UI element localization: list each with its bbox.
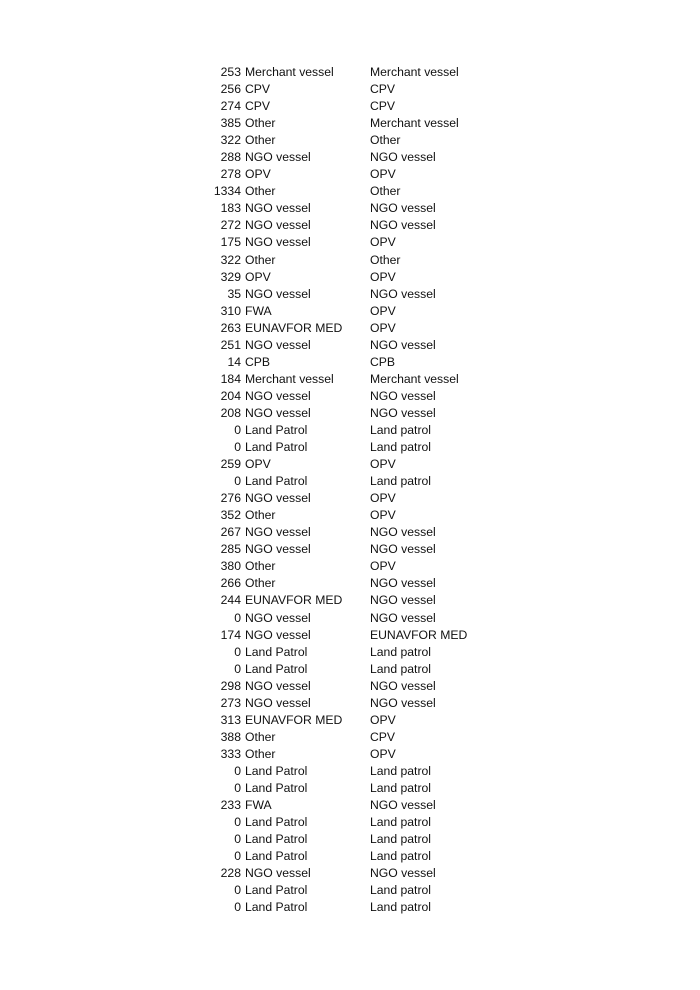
vessel-type-cell: EUNAVFOR MED [245, 320, 343, 335]
vessel-type-cell: NGO vessel [245, 695, 311, 710]
vessel-category-cell: Land patrol [370, 780, 431, 795]
row-number-cell: 288 [220, 150, 241, 165]
vessel-type-cell: NGO vessel [245, 525, 311, 540]
table-row [200, 456, 500, 473]
vessel-category-cell: Land patrol [370, 883, 431, 898]
vessel-type-cell: FWA [245, 798, 272, 813]
table-row [200, 865, 500, 882]
vessel-type-cell: Land Patrol [245, 900, 308, 915]
row-number-cell: 273 [220, 695, 241, 710]
vessel-category-cell: OPV [370, 303, 396, 318]
vessel-category-cell: OPV [370, 320, 396, 335]
vessel-category-cell: NGO vessel [370, 405, 436, 420]
vessel-category-cell: NGO vessel [370, 388, 436, 403]
vessel-type-cell: Other [245, 184, 276, 199]
vessel-type-cell: NGO vessel [245, 150, 311, 165]
row-number-cell: 259 [220, 457, 241, 472]
row-number-cell: 352 [220, 508, 241, 523]
vessel-type-cell: Land Patrol [245, 832, 308, 847]
vessel-type-cell: Other [245, 559, 276, 574]
table-row [200, 644, 500, 661]
vessel-category-cell: OPV [370, 746, 396, 761]
row-number-cell: 0 [234, 883, 241, 898]
row-number-cell: 244 [220, 593, 241, 608]
vessel-category-cell: NGO vessel [370, 678, 436, 693]
row-number-cell: 0 [234, 832, 241, 847]
row-number-cell: 278 [220, 167, 241, 182]
table-row [200, 98, 500, 115]
vessel-category-cell: NGO vessel [370, 866, 436, 881]
table-row [200, 320, 500, 337]
table-row [200, 166, 500, 183]
table-row [200, 354, 500, 371]
vessel-type-cell: CPV [245, 82, 271, 97]
vessel-category-cell: NGO vessel [370, 218, 436, 233]
vessel-category-cell: NGO vessel [370, 593, 436, 608]
table-row [200, 252, 500, 269]
table-row [200, 507, 500, 524]
row-number-cell: 310 [220, 303, 241, 318]
vessel-category-cell: Other [370, 184, 401, 199]
table-row [200, 814, 500, 831]
row-number-cell: 313 [220, 712, 241, 727]
table-row [200, 234, 500, 251]
vessel-type-cell: NGO vessel [245, 388, 311, 403]
vessel-type-cell: Other [245, 508, 276, 523]
table-row [200, 217, 500, 234]
vessel-type-cell: Other [245, 116, 276, 131]
vessel-type-cell: Land Patrol [245, 474, 308, 489]
row-number-cell: 333 [220, 746, 241, 761]
vessel-type-cell: OPV [245, 269, 271, 284]
table-row [200, 746, 500, 763]
table-row [200, 439, 500, 456]
vessel-type-cell: Land Patrol [245, 422, 308, 437]
table-row [200, 592, 500, 609]
vessel-type-cell: OPV [245, 457, 271, 472]
table-row [200, 678, 500, 695]
row-number-cell: 175 [220, 235, 241, 250]
row-number-cell: 263 [220, 320, 241, 335]
row-number-cell: 233 [220, 798, 241, 813]
vessel-type-cell: NGO vessel [245, 405, 311, 420]
table-row [200, 763, 500, 780]
table-row [200, 473, 500, 490]
vessel-category-cell: Land patrol [370, 815, 431, 830]
vessel-category-cell: OPV [370, 559, 396, 574]
vessel-type-cell: Land Patrol [245, 763, 308, 778]
vessel-type-cell: Land Patrol [245, 815, 308, 830]
table-row [200, 371, 500, 388]
row-number-cell: 0 [234, 900, 241, 915]
table-row [200, 64, 500, 81]
vessel-type-cell: Merchant vessel [245, 65, 334, 79]
table-row [200, 115, 500, 132]
table-row [200, 882, 500, 899]
row-number-cell: 204 [220, 388, 241, 403]
table-row [200, 558, 500, 575]
vessel-type-cell: CPB [245, 354, 271, 369]
row-number-cell: 266 [220, 576, 241, 591]
table-row [200, 899, 500, 916]
table-row [200, 712, 500, 729]
vessel-category-cell: NGO vessel [370, 286, 436, 301]
row-number-cell: 267 [220, 525, 241, 540]
vessel-category-cell: Land patrol [370, 849, 431, 864]
table-row [200, 610, 500, 627]
row-number-cell: 256 [220, 82, 241, 97]
vessel-category-cell: OPV [370, 269, 396, 284]
vessel-type-cell: Merchant vessel [245, 371, 334, 386]
row-number-cell: 0 [234, 422, 241, 437]
vessel-category-cell: OPV [370, 508, 396, 523]
vessel-category-cell: OPV [370, 491, 396, 506]
vessel-type-cell: Land Patrol [245, 849, 308, 864]
vessel-type-cell: NGO vessel [245, 218, 311, 233]
vessel-category-cell: Land patrol [370, 832, 431, 847]
row-number-cell: 380 [220, 559, 241, 574]
row-number-cell: 1334 [213, 184, 241, 199]
table-row [200, 149, 500, 166]
row-number-cell: 274 [220, 99, 241, 114]
table-row [200, 848, 500, 865]
vessel-category-cell: Land patrol [370, 644, 431, 659]
row-number-cell: 0 [234, 815, 241, 830]
vessel-type-cell: NGO vessel [245, 201, 311, 216]
row-number-cell: 298 [220, 678, 241, 693]
table-row [200, 541, 500, 558]
vessel-type-cell: OPV [245, 167, 271, 182]
table-row [200, 490, 500, 507]
vessel-category-cell: NGO vessel [370, 525, 436, 540]
row-number-cell: 322 [220, 252, 241, 267]
row-number-cell: 253 [220, 65, 241, 79]
table-row [200, 132, 500, 149]
vessel-type-cell: Land Patrol [245, 883, 308, 898]
vessel-category-cell: NGO vessel [370, 695, 436, 710]
vessel-type-cell: Land Patrol [245, 661, 308, 676]
vessel-category-cell: NGO vessel [370, 576, 436, 591]
vessel-category-cell: OPV [370, 712, 396, 727]
row-number-cell: 0 [234, 474, 241, 489]
vessel-category-cell: EUNAVFOR MED [370, 627, 468, 642]
vessel-category-cell: Land patrol [370, 474, 431, 489]
vessel-category-cell: Other [370, 133, 401, 148]
row-number-cell: 0 [234, 763, 241, 778]
row-number-cell: 14 [227, 354, 241, 369]
vessel-type-cell: Other [245, 576, 276, 591]
table-row [200, 729, 500, 746]
table-row [200, 337, 500, 354]
vessel-category-cell: CPB [370, 354, 396, 369]
vessel-type-cell: FWA [245, 303, 272, 318]
row-number-cell: 322 [220, 133, 241, 148]
row-number-cell: 0 [234, 780, 241, 795]
vessel-type-cell: NGO vessel [245, 678, 311, 693]
table-row [200, 183, 500, 200]
vessel-category-cell: OPV [370, 167, 396, 182]
table-row [200, 269, 500, 286]
vessel-type-cell: Other [245, 729, 276, 744]
vessel-type-cell: NGO vessel [245, 610, 311, 625]
vessel-category-cell: CPV [370, 99, 396, 114]
vessel-category-cell: CPV [370, 729, 396, 744]
table-row [200, 303, 500, 320]
vessel-category-cell: Other [370, 252, 401, 267]
vessel-category-cell: Land patrol [370, 661, 431, 676]
table-row [200, 524, 500, 541]
vessel-category-cell: NGO vessel [370, 798, 436, 813]
vessel-category-cell: Land patrol [370, 763, 431, 778]
row-number-cell: 183 [220, 201, 241, 216]
row-number-cell: 276 [220, 491, 241, 506]
row-number-cell: 0 [234, 440, 241, 455]
vessel-type-cell: Land Patrol [245, 780, 308, 795]
vessel-type-cell: Land Patrol [245, 644, 308, 659]
vessel-type-cell: Other [245, 746, 276, 761]
vessel-type-cell: NGO vessel [245, 337, 311, 352]
table-row [200, 388, 500, 405]
row-number-cell: 0 [234, 644, 241, 659]
row-number-cell: 174 [220, 627, 241, 642]
data-table [200, 64, 500, 916]
vessel-category-cell: NGO vessel [370, 542, 436, 557]
vessel-type-cell: NGO vessel [245, 866, 311, 881]
row-number-cell: 285 [220, 542, 241, 557]
table-row [200, 200, 500, 217]
vessel-category-cell: Land patrol [370, 440, 431, 455]
vessel-category-cell: Land patrol [370, 900, 431, 915]
vessel-category-cell: NGO vessel [370, 201, 436, 216]
vessel-category-cell: OPV [370, 235, 396, 250]
table-row [200, 695, 500, 712]
table-row [200, 627, 500, 644]
vessel-type-cell: Other [245, 133, 276, 148]
table-row [200, 661, 500, 678]
vessel-category-cell: Merchant vessel [370, 371, 459, 386]
row-number-cell: 0 [234, 661, 241, 676]
vessel-type-cell: Other [245, 252, 276, 267]
row-number-cell: 0 [234, 610, 241, 625]
vessel-category-cell: Merchant vessel [370, 65, 459, 79]
vessel-type-cell: NGO vessel [245, 235, 311, 250]
vessel-type-cell: EUNAVFOR MED [245, 712, 343, 727]
vessel-type-cell: NGO vessel [245, 627, 311, 642]
vessel-category-cell: Land patrol [370, 422, 431, 437]
vessel-category-cell: NGO vessel [370, 337, 436, 352]
vessel-category-cell: NGO vessel [370, 610, 436, 625]
vessel-type-cell: NGO vessel [245, 286, 311, 301]
vessel-type-cell: EUNAVFOR MED [245, 593, 343, 608]
table-row [200, 831, 500, 848]
row-number-cell: 251 [220, 337, 241, 352]
vessel-type-cell: NGO vessel [245, 542, 311, 557]
row-number-cell: 0 [234, 849, 241, 864]
row-number-cell: 184 [220, 371, 241, 386]
row-number-cell: 329 [220, 269, 241, 284]
vessel-category-cell: CPV [370, 82, 396, 97]
row-number-cell: 272 [220, 218, 241, 233]
table-row [200, 81, 500, 98]
row-number-cell: 388 [220, 729, 241, 744]
table-row [200, 405, 500, 422]
table-row [200, 422, 500, 439]
row-number-cell: 228 [220, 866, 241, 881]
vessel-type-cell: Land Patrol [245, 440, 308, 455]
vessel-category-cell: NGO vessel [370, 150, 436, 165]
table-row [200, 780, 500, 797]
table-row [200, 797, 500, 814]
row-number-cell: 35 [227, 286, 241, 301]
vessel-category-cell: Merchant vessel [370, 116, 459, 131]
table-row [200, 286, 500, 303]
row-number-cell: 385 [220, 116, 241, 131]
table-row [200, 575, 500, 592]
vessel-type-cell: CPV [245, 99, 271, 114]
vessel-category-cell: OPV [370, 457, 396, 472]
vessel-type-cell: NGO vessel [245, 491, 311, 506]
row-number-cell: 208 [220, 405, 241, 420]
